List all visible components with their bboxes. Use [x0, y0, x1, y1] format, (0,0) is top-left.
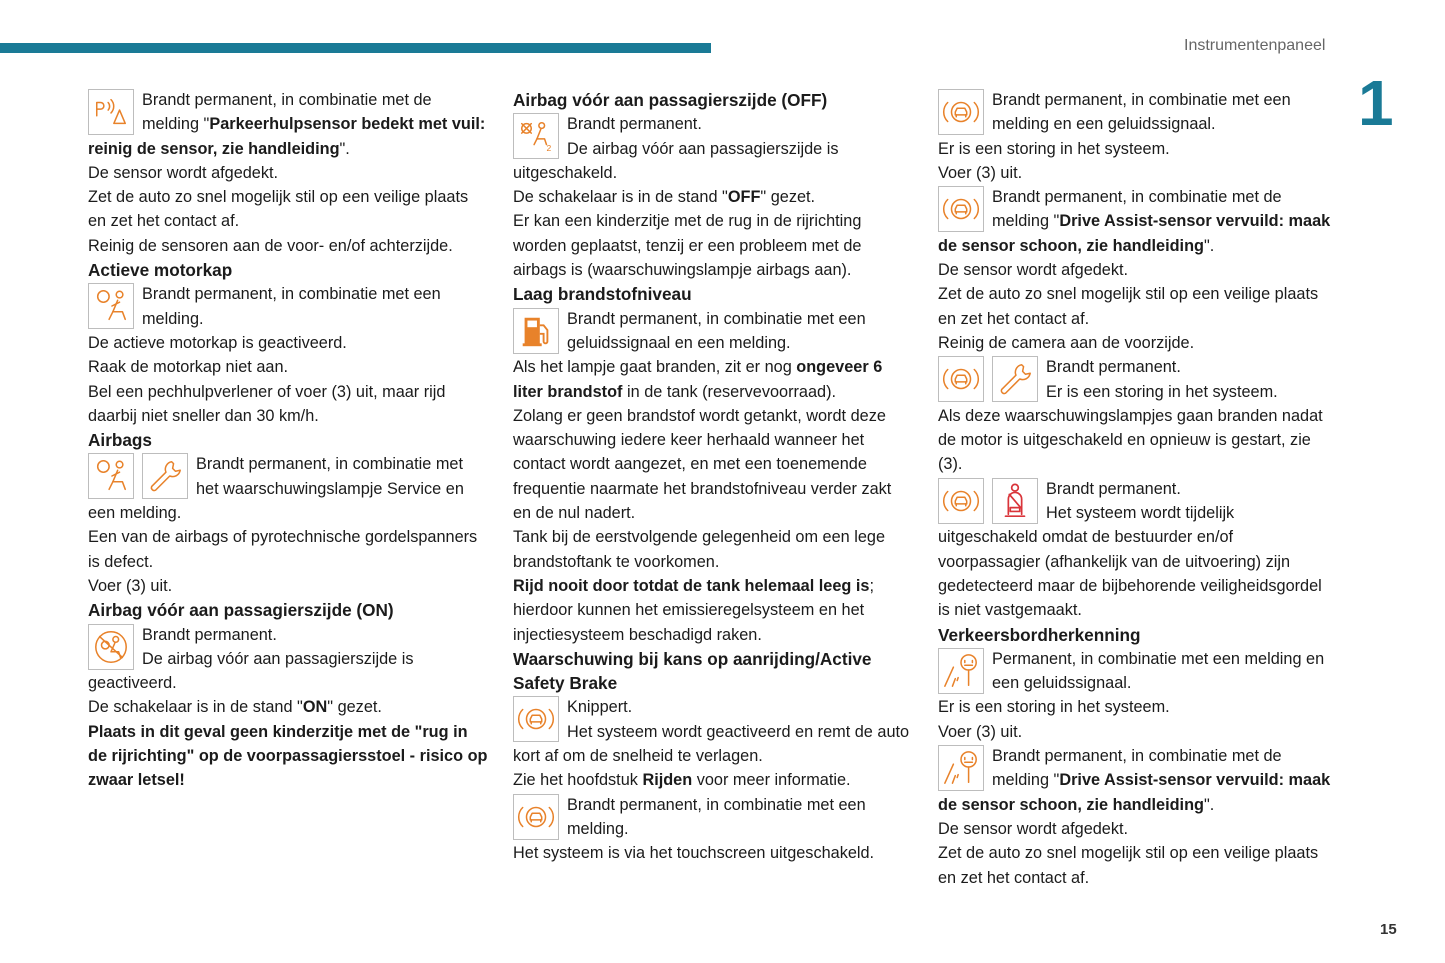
paragraph: De sensor wordt afgedekt.	[938, 819, 1129, 838]
paragraph: Het systeem wordt tijdelijk uitgeschakeld omdat de bestuurder en/of voorpassagier (afhankelijk van de uitvoering) zijn gedetecteerd maar de bijbehorende veiligheidsgordel is niet vastgemaakt.	[938, 504, 1322, 620]
paragraph: Een van de airbags of pyrotechnische gordelspanners is defect.	[88, 528, 478, 571]
sensor-dirty-text: Brandt permanent, in combinatie met de melding "Drive Assist-sensor vervuild: maak de sensor schoon, zie handleiding".	[938, 188, 1331, 255]
header-accent-bar	[0, 43, 711, 53]
paragraph: Het systeem is via het touchscreen uitgeschakeld.	[513, 844, 875, 863]
paragraph: Raak de motorkap niet aan.	[88, 358, 289, 377]
switch-off-text: De schakelaar is in de stand "OFF" gezet.	[513, 188, 816, 207]
collision-warning-icon	[513, 794, 559, 840]
paragraph: Bel een pechhulpverlener of voer (3) uit, maar rijd daarbij niet sneller dan 30 km/h.	[88, 382, 446, 425]
running-header: Instrumentenpaneel	[1184, 37, 1326, 54]
park-sensor-text: Brandt permanent, in combinatie met de melding "Parkeerhulpsensor bedekt met vuil: reinig de sensor, zie handleiding".	[88, 91, 486, 158]
collision-warning-icon	[938, 356, 984, 402]
wrench-service-icon	[992, 356, 1038, 402]
heading-airbag-on: Airbag vóór aan passagierszijde (ON)	[88, 600, 394, 621]
collision-warning-icon	[938, 89, 984, 135]
heading-active-bonnet: Actieve motorkap	[88, 260, 233, 281]
paragraph: Reinig de sensoren aan de voor- en/of achterzijde.	[88, 236, 453, 255]
switch-on-text: De schakelaar is in de stand "ON" gezet.	[88, 698, 382, 717]
paragraph: Permanent, in combinatie met een melding en een geluidssignaal.	[992, 649, 1325, 693]
paragraph: De actieve motorkap is geactiveerd.	[88, 333, 347, 352]
paragraph: Brandt permanent, in combinatie met een melding en een geluidssignaal.	[992, 91, 1291, 134]
paragraph: Brandt permanent, in combinatie met een melding.	[142, 285, 441, 328]
paragraph: Er is een storing in het systeem.	[938, 139, 1170, 158]
svg-text:2: 2	[546, 143, 552, 154]
heading-collision: Waarschuwing bij kans op aanrijding/Active Safety Brake	[513, 648, 872, 694]
traffic-sign-recognition-icon	[938, 648, 984, 694]
fuel-reserve-text: Als het lampje gaat branden, zit er nog ongeveer 6 liter brandstof in de tank (reservevoorraad).	[513, 358, 883, 401]
parking-sensor-warning-icon	[88, 89, 134, 135]
paragraph: Voer (3) uit.	[88, 576, 173, 595]
paragraph: Er kan een kinderzitje met de rug in de rijrichting worden geplaatst, tenzij er een probleem met de airbags is (waarschuwingslampje airbags aan).	[513, 212, 862, 280]
wrench-service-icon	[142, 453, 188, 499]
passenger-airbag-on-icon	[88, 624, 134, 670]
paragraph: Het systeem wordt geactiveerd en remt de auto kort af om de snelheid te verlagen.	[513, 722, 910, 766]
warning-text: Plaats in dit geval geen kinderzitje met de "rug in de rijrichting" op de voorpassagiersstoel - risico op zwaar letsel!	[88, 722, 488, 790]
paragraph: Brandt permanent, in combinatie met een geluidssignaal en een melding.	[567, 309, 866, 352]
paragraph: Brandt permanent, in combinatie met een melding.	[567, 795, 866, 838]
column-1	[88, 88, 488, 793]
paragraph: Brandt permanent.	[1046, 479, 1181, 498]
paragraph: Zet de auto zo snel mogelijk stil op een veilige plaats en zet het contact af.	[938, 844, 1319, 887]
paragraph: Voer (3) uit.	[938, 722, 1023, 741]
paragraph: Zet de auto zo snel mogelijk stil op een veilige plaats en zet het contact af.	[88, 188, 469, 231]
heading-traffic-sign: Verkeersbordherkenning	[938, 624, 1141, 645]
fuel-warning-text: Rijd nooit door totdat de tank helemaal leeg is; hierdoor kunnen het emissieregelsysteem en het injectiesysteem beschadigd raken.	[513, 576, 874, 644]
paragraph: Er is een storing in het systeem.	[938, 698, 1170, 717]
paragraph: Voer (3) uit.	[938, 163, 1023, 182]
collision-warning-icon	[513, 696, 559, 742]
paragraph: Brandt permanent.	[1046, 358, 1181, 377]
collision-warning-icon	[938, 478, 984, 524]
column-2	[513, 88, 913, 866]
fuel-pump-icon	[513, 308, 559, 354]
paragraph: De airbag vóór aan passagierszijde is uitgeschakeld.	[513, 139, 839, 182]
paragraph: De sensor wordt afgedekt.	[88, 163, 279, 182]
collision-warning-icon	[938, 186, 984, 232]
airbag-warning-icon	[88, 453, 134, 499]
paragraph: De airbag vóór aan passagierszijde is geactiveerd.	[88, 649, 414, 693]
paragraph: Brandt permanent.	[567, 115, 702, 134]
paragraph: De sensor wordt afgedekt.	[938, 261, 1129, 280]
paragraph: Zolang er geen brandstof wordt getankt, wordt deze waarschuwing iedere keer herhaald wanneer het contact wordt aangezet, en met een toenemende frequentie naarmate het brandstofniveau verder zakt en de nul nadert.	[513, 406, 892, 523]
heading-low-fuel: Laag brandstofniveau	[513, 284, 692, 305]
traffic-sign-recognition-icon	[938, 745, 984, 791]
paragraph: Zet de auto zo snel mogelijk stil op een veilige plaats en zet het contact af.	[938, 285, 1319, 328]
chapter-ref-text: Zie het hoofdstuk Rijden voor meer informatie.	[513, 771, 851, 790]
chapter-number: 1	[1358, 67, 1394, 139]
sensor-dirty-text: Brandt permanent, in combinatie met de melding "Drive Assist-sensor vervuild: maak de sensor schoon, zie handleiding".	[938, 747, 1331, 814]
paragraph: Reinig de camera aan de voorzijde.	[938, 333, 1195, 352]
airbag-warning-icon	[88, 283, 134, 329]
paragraph: Brandt permanent.	[142, 625, 277, 644]
column-3	[938, 88, 1338, 890]
heading-airbags: Airbags	[88, 430, 152, 451]
paragraph: Brandt permanent, in combinatie met het waarschuwingslampje Service en een melding.	[88, 455, 464, 523]
paragraph: Als deze waarschuwingslampjes gaan branden nadat de motor is uitgeschakeld en opnieuw is gestart, zie (3).	[938, 406, 1323, 474]
seatbelt-warning-icon	[992, 478, 1038, 524]
passenger-airbag-off-icon	[513, 113, 559, 159]
heading-airbag-off: Airbag vóór aan passagierszijde (OFF)	[513, 90, 828, 110]
paragraph: Knippert.	[567, 698, 633, 717]
paragraph: Er is een storing in het systeem.	[1046, 382, 1278, 401]
page-number: 15	[1380, 921, 1397, 938]
paragraph: Tank bij de eerstvolgende gelegenheid om een lege brandstoftank te voorkomen.	[513, 528, 886, 571]
